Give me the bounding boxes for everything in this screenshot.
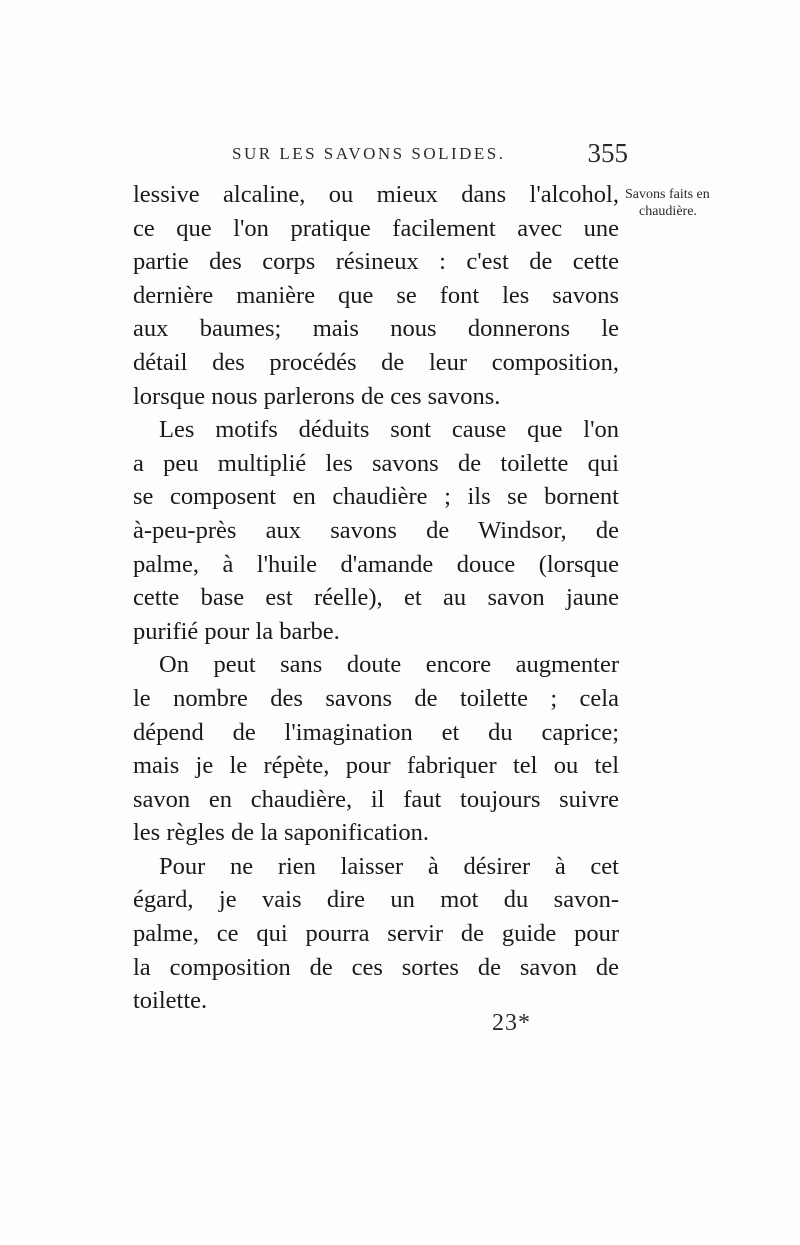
text-line: à-peu-près aux savons de Windsor, de bbox=[133, 516, 619, 544]
page-number: 355 bbox=[587, 138, 628, 168]
text-line: palme, ce qui pourra servir de guide pour bbox=[133, 920, 619, 948]
running-title: SUR LES SAVONS SOLIDES. bbox=[232, 144, 506, 163]
text-line: Les motifs déduits sont cause que l'on bbox=[159, 416, 619, 444]
text-line: On peut sans doute encore augmenter bbox=[159, 651, 619, 679]
running-head bbox=[232, 138, 628, 168]
text-line: purifié pour la barbe. bbox=[133, 617, 340, 645]
margin-note-line: chaudière. bbox=[639, 204, 697, 219]
text-line: savon en chaudière, il faut toujours suivre bbox=[133, 785, 619, 813]
signature-mark: 23* bbox=[492, 1010, 531, 1036]
margin-note bbox=[625, 186, 785, 220]
text-line: Pour ne rien laisser à désirer à cet bbox=[159, 852, 619, 880]
text-line: la composition de ces sortes de savon de bbox=[133, 953, 619, 981]
body-text bbox=[133, 178, 619, 1018]
text-line: ce que l'on pratique facilement avec une bbox=[133, 214, 619, 242]
text-line: partie des corps résineux : c'est de cette bbox=[133, 248, 619, 276]
text-line: le nombre des savons de toilette ; cela bbox=[133, 684, 619, 712]
text-line: dernière manière que se font les savons bbox=[133, 281, 619, 309]
text-line: cette base est réelle), et au savon jaune bbox=[133, 584, 619, 612]
text-line: lorsque nous parlerons de ces savons. bbox=[133, 382, 501, 410]
text-line: mais je le répète, pour fabriquer tel ou tel bbox=[133, 752, 619, 780]
text-line: dépend de l'imagination et du caprice; bbox=[133, 718, 619, 746]
text-line: lessive alcaline, ou mieux dans l'alcohol, bbox=[133, 181, 619, 208]
text-line: détail des procédés de leur composition, bbox=[133, 348, 619, 376]
text-line: les règles de la saponification. bbox=[133, 819, 429, 847]
text-line: a peu multiplié les savons de toilette qui bbox=[133, 449, 619, 477]
text-line: se composent en chaudière ; ils se bornent bbox=[133, 483, 619, 511]
text-line: toilette. bbox=[133, 987, 208, 1015]
text-line: égard, je vais dire un mot du savon- bbox=[133, 886, 619, 914]
text-line: aux baumes; mais nous donnerons le bbox=[133, 315, 619, 343]
text-line: palme, à l'huile d'amande douce (lorsque bbox=[133, 550, 619, 578]
margin-note-line: Savons faits en bbox=[625, 187, 710, 202]
